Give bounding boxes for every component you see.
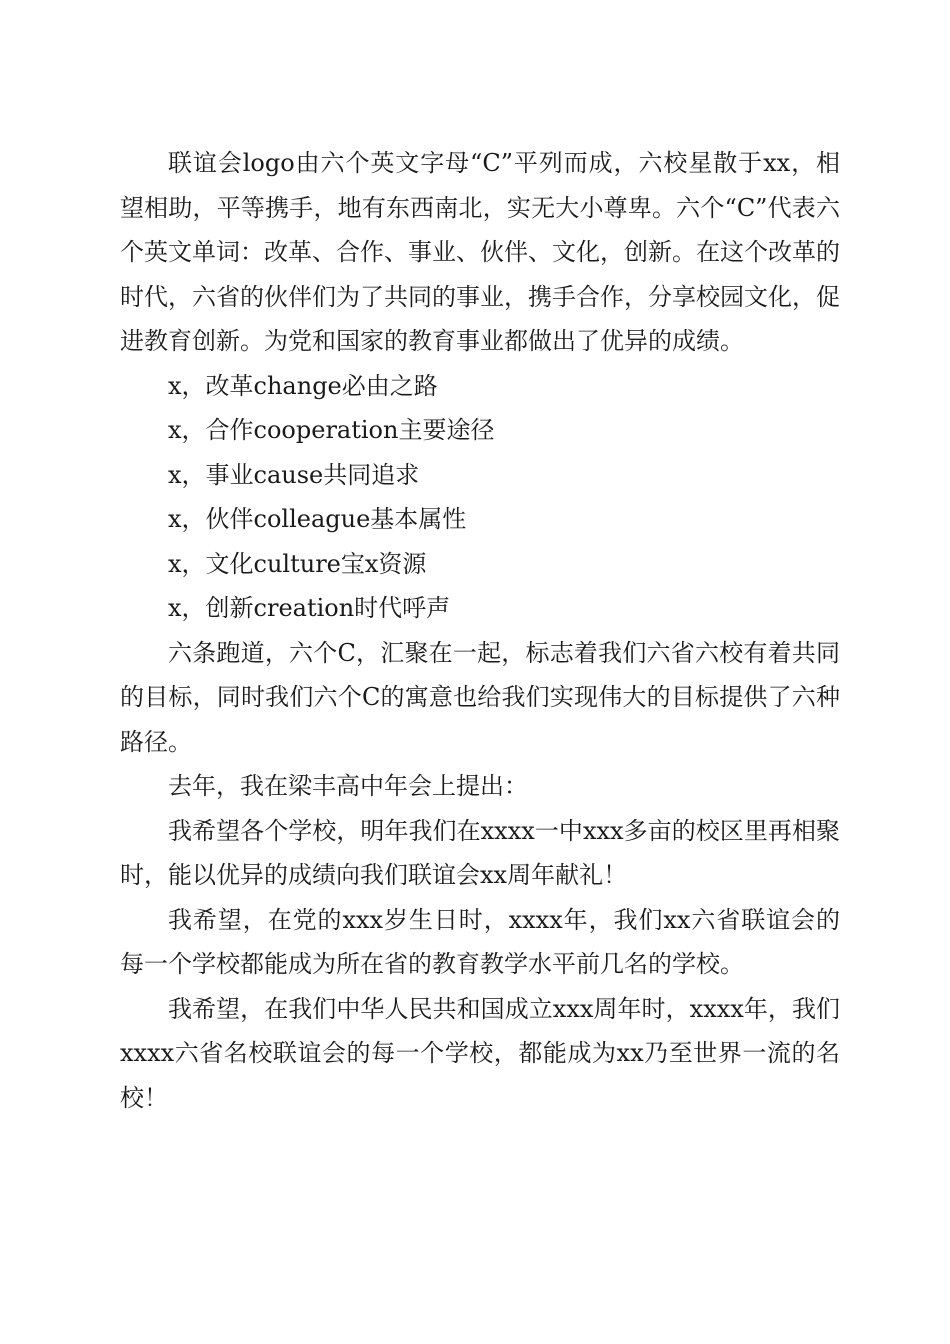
list-item-colleague: x，伙伴colleague基本属性 [168,505,467,533]
list-item-reform: x，改革change必由之路 [168,371,438,400]
paragraph-last-year: 去年，我在梁丰高中年会上提出： [168,772,528,800]
document-page [120,141,840,1120]
paragraph-six-tracks: 六条跑道，六个C，汇聚在一起，标志着我们六省六校有着共同的目标，同时我们六个C的寓意也给我们实现伟大的目标提供了六种路径。 [120,638,840,756]
list-item-cooperation: x，合作cooperation主要途径 [168,416,495,444]
paragraph-hope-world-class: 我希望，在我们中华人民共和国成立xxx周年时，xxxx年，我们xxxx六省名校联谊会的每一个学校，都能成为xx乃至世界一流的名校！ [120,994,840,1112]
list-item-cause: x，事业cause共同追求 [168,460,420,489]
paragraph-logo-description: 联谊会logo由六个英文字母“C”平列而成，六校星散于xx，相望相助，平等携手，地有东西南北，实无大小尊卑。六个“C”代表六个英文单词：改革、合作、事业、伙伴、文化，创新。在这个改革的时代，六省的伙伴们为了共同的事业，携手合作，分享校园文化，促进教育创新。为党和国家的教育事业都做出了优异的成绩。 [120,149,840,355]
paragraph-hope-reunion: 我希望各个学校，明年我们在xxxx一中xxx多亩的校区里再相聚时，能以优异的成绩向我们联谊会xx周年献礼！ [120,816,840,889]
list-item-culture: x，文化culture宝x资源 [168,549,427,578]
paragraph-hope-party-birthday: 我希望，在党的xxx岁生日时，xxxx年，我们xx六省联谊会的每一个学校都能成为所在省的教育教学水平前几名的学校。 [120,905,840,978]
list-item-creation: x，创新creation时代呼声 [168,594,451,622]
